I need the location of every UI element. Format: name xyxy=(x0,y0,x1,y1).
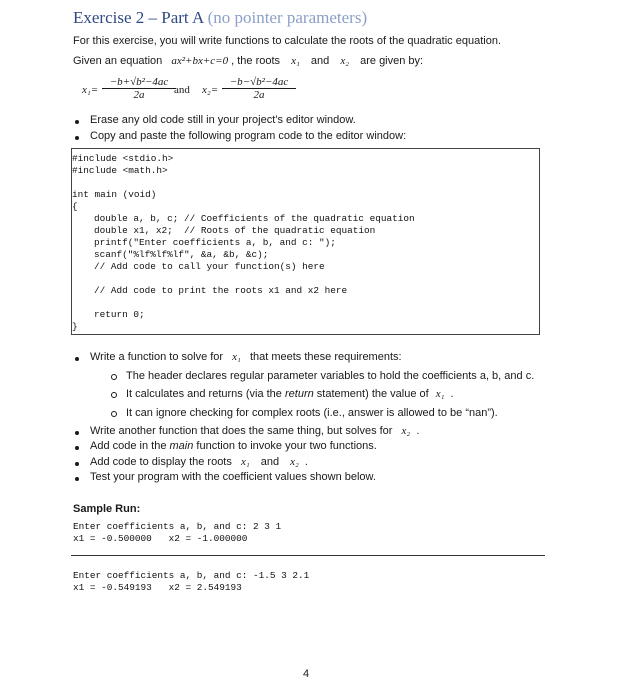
req-sub2-a: It calculates and returns (via the xyxy=(126,388,282,400)
req-sub-header: The header declares regular parameter variables to hold the coefficients a, b, and c. xyxy=(126,370,535,382)
bullet-dot xyxy=(75,120,79,124)
sub-bullet-ring xyxy=(111,392,117,398)
sub-bullet-ring xyxy=(111,374,117,380)
bullet-dot xyxy=(75,431,79,435)
sample-run2-output: x1 = -0.549193 x2 = 2.549193 xyxy=(73,582,242,593)
more-b1-var: x₂ xyxy=(401,425,411,437)
more-b3-and: and xyxy=(260,456,280,468)
more-b3-lead: Add code to display the roots xyxy=(90,456,232,468)
code-line-decl-coeffs: double a, b, c; // Coefficients of the quadratic equation xyxy=(94,213,415,224)
sub-bullet-ring xyxy=(111,411,117,417)
code-line-include-math: #include <math.h> xyxy=(72,165,168,176)
given-lead: Given an equation xyxy=(73,55,163,67)
formula-x2-lhs: x₂= xyxy=(202,84,219,96)
more-b2-a: Add code in the xyxy=(90,440,167,452)
req-var-x1: x₁ xyxy=(232,351,241,363)
code-line-comment-call: // Add code to call your function(s) here xyxy=(94,261,325,272)
formula-and: and xyxy=(174,84,190,96)
req-tail: that meets these requirements: xyxy=(249,351,402,363)
sample-run1-input: Enter coefficients a, b, and c: 2 3 1 xyxy=(73,521,282,532)
more-b3-x1: x₁ xyxy=(240,456,250,468)
var-x1: x₁ xyxy=(291,55,300,67)
step-erase: Erase any old code still in your project’s editor window. xyxy=(90,114,356,126)
formula-x2-denominator: 2a xyxy=(253,89,265,101)
more-b2-main: main xyxy=(169,440,194,452)
bullet-display-roots xyxy=(90,455,308,469)
req-sub2-var: x₁ xyxy=(435,388,445,400)
req-sub-complex: It can ignore checking for complex roots (i.e., answer is allowed to be “nan”). xyxy=(126,407,498,419)
req-sub-returns xyxy=(126,387,454,401)
more-b1-end: . xyxy=(416,425,420,437)
title-parenthetical: (no pointer parameters) xyxy=(207,8,368,27)
page-number: 4 xyxy=(303,668,310,680)
req-lead: Write a function to solve for xyxy=(90,351,224,363)
more-b1-lead: Write another function that does the same thing, but solves for xyxy=(90,425,393,437)
code-line-decl-roots: double x1, x2; // Roots of the quadratic equation xyxy=(94,225,376,236)
formula-x1-denominator: 2a xyxy=(133,89,145,101)
bullet-dot xyxy=(75,446,79,450)
page-title xyxy=(73,8,367,28)
bullet-second-function xyxy=(90,424,419,438)
req-sub2-end: . xyxy=(450,388,454,400)
given-tail: are given by: xyxy=(360,55,424,67)
var-x2: x₂ xyxy=(340,55,350,67)
more-b2-b: function to invoke your two functions. xyxy=(196,440,377,452)
formula-x1-numerator: −b+√b²−4ac xyxy=(102,76,176,89)
code-line-main: int main (void) xyxy=(72,189,157,200)
more-b3-x2: x₂ xyxy=(290,456,299,468)
bullet-dot xyxy=(75,357,79,361)
formula-x1-lhs: x₁= xyxy=(82,84,99,96)
code-line-return: return 0; xyxy=(94,309,145,320)
quadratic-equation: ax²+bx+c=0 xyxy=(171,55,229,67)
req-sub2-return: return xyxy=(284,388,314,400)
bullet-main-invoke xyxy=(90,439,377,453)
intro-text: For this exercise, you will write functions to calculate the roots of the quadratic equation. xyxy=(73,35,501,47)
given-mid: , the roots xyxy=(231,55,281,67)
code-line-close-brace: } xyxy=(72,321,78,332)
bullet-test: Test your program with the coefficient values shown below. xyxy=(90,471,376,483)
bullet-dot xyxy=(75,477,79,481)
bullet-dot xyxy=(75,136,79,140)
formula-x2-numerator: −b−√b²−4ac xyxy=(222,76,296,89)
code-line-printf: printf("Enter coefficients a, b, and c: "); xyxy=(94,237,336,248)
sample-run-heading: Sample Run: xyxy=(73,503,141,515)
given-and: and xyxy=(310,55,330,67)
step-copy: Copy and paste the following program code to the editor window: xyxy=(90,130,407,142)
sample-run1-output: x1 = -0.500000 x2 = -1.000000 xyxy=(73,533,248,544)
code-block xyxy=(71,148,540,335)
code-line-scanf: scanf("%lf%lf%lf", &a, &b, &c); xyxy=(94,249,269,260)
req-intro xyxy=(90,350,402,364)
req-sub2-b: statement) the value of xyxy=(316,388,429,400)
divider xyxy=(71,555,545,556)
formula-x2-fraction xyxy=(222,76,296,101)
formula-x1-fraction xyxy=(102,76,176,101)
title-main: Exercise 2 – Part A xyxy=(73,8,204,27)
given-line xyxy=(73,54,423,68)
code-line-open-brace: { xyxy=(72,201,78,212)
bullet-dot xyxy=(75,462,79,466)
code-line-include-stdio: #include <stdio.h> xyxy=(72,153,174,164)
more-b3-end: . xyxy=(304,456,308,468)
code-line-comment-print: // Add code to print the roots x1 and x2 here xyxy=(94,285,348,296)
root-formulas xyxy=(82,72,322,112)
sample-run2-input: Enter coefficients a, b, and c: -1.5 3 2.1 xyxy=(73,570,310,581)
